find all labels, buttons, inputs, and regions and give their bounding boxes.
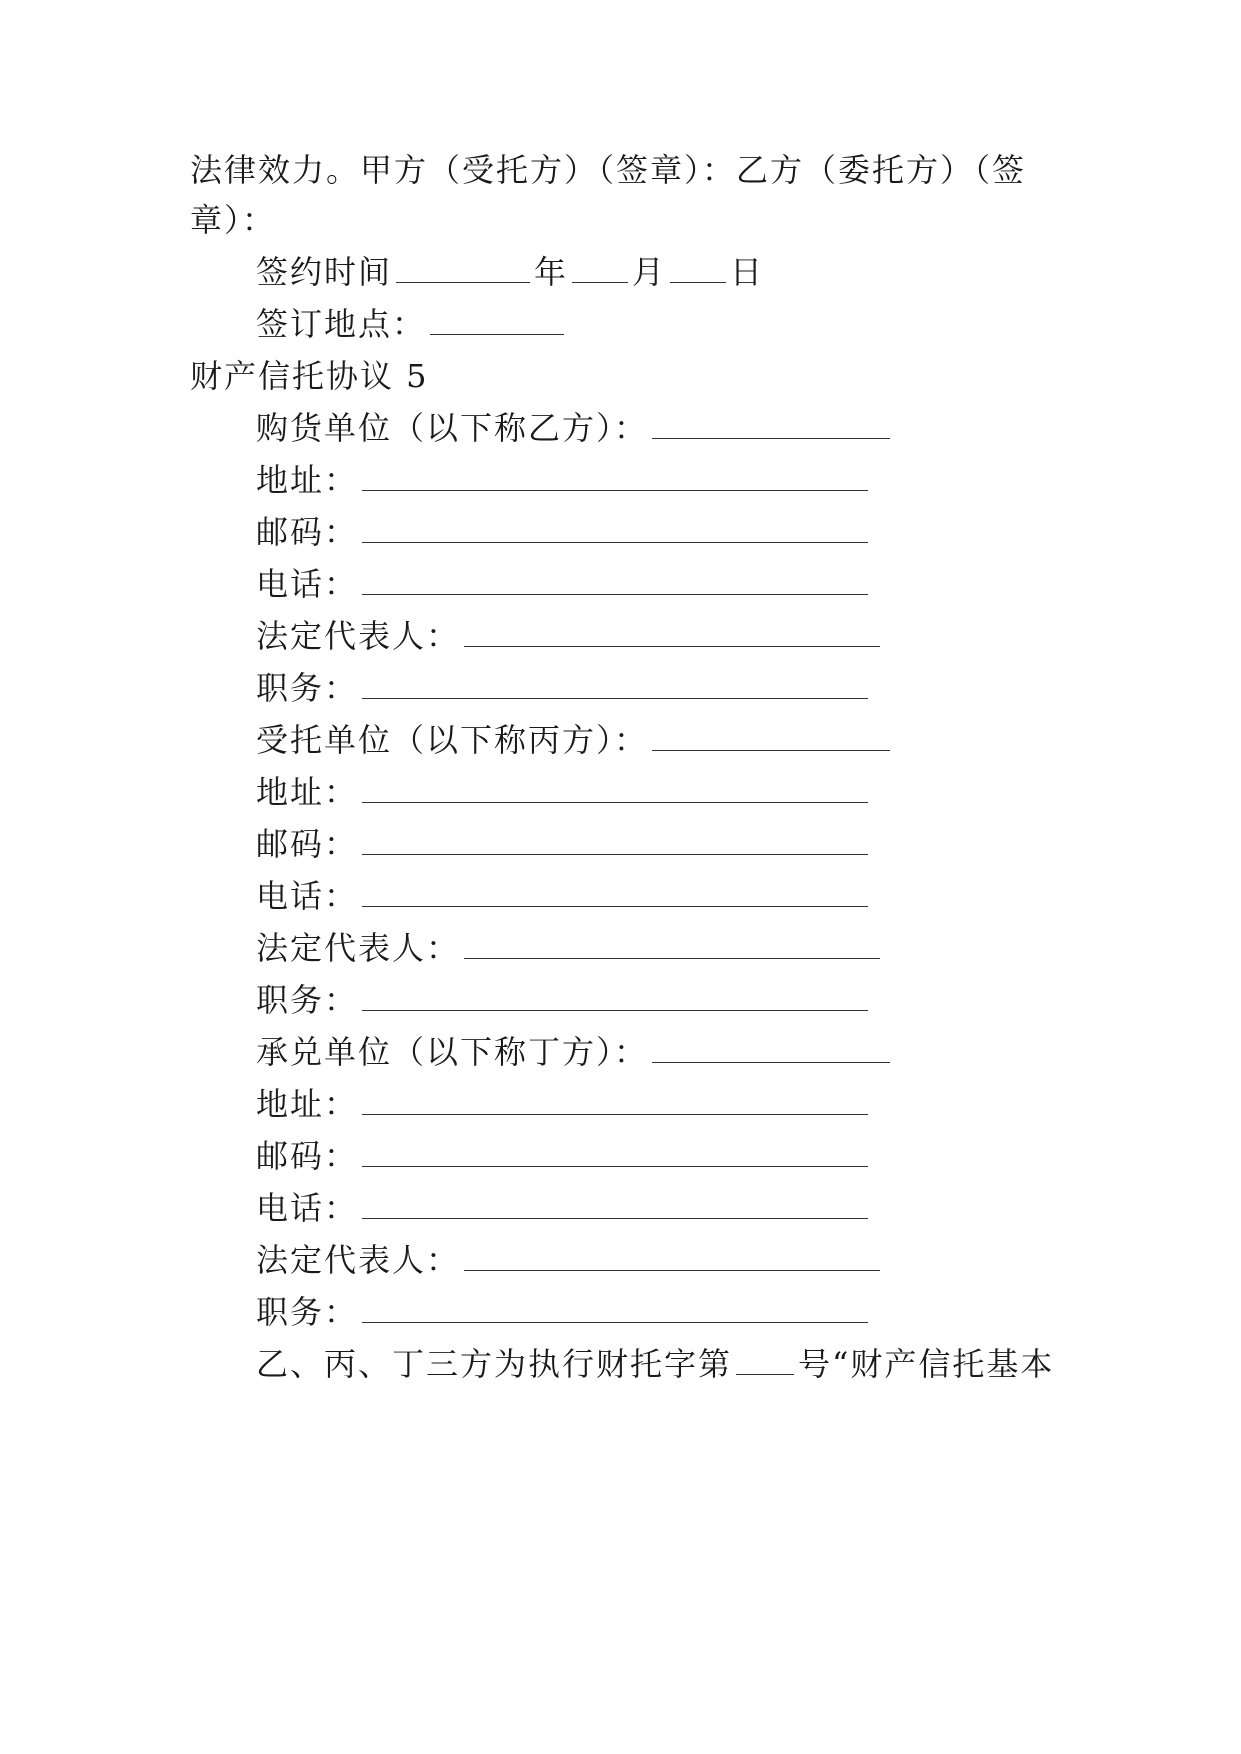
acceptor-address-row xyxy=(256,1084,872,1124)
field-label: 职务： xyxy=(256,669,359,707)
trustee-address-row xyxy=(256,772,872,812)
field-label: 电话： xyxy=(256,565,359,603)
trustee-name-blank xyxy=(652,722,890,751)
month-blank xyxy=(572,254,628,283)
buyer-heading-row xyxy=(256,408,894,448)
sign-place-row xyxy=(256,304,568,344)
sign-place-blank xyxy=(430,306,564,335)
field-label: 地址： xyxy=(256,461,359,499)
field-blank xyxy=(362,982,868,1011)
day-label: 日 xyxy=(730,253,765,291)
field-blank xyxy=(362,670,868,699)
field-blank xyxy=(362,1086,868,1115)
closing-part-1: 乙、丙、丁三方为执行财托字第 xyxy=(256,1345,733,1383)
closing-paragraph xyxy=(256,1344,1054,1384)
trustee-phone-row xyxy=(256,876,872,916)
field-blank xyxy=(362,514,868,543)
field-label: 电话： xyxy=(256,1189,359,1227)
field-blank xyxy=(362,826,868,855)
field-label: 职务： xyxy=(256,1293,359,1331)
paragraph-line-2: 章）： xyxy=(190,201,277,239)
field-label: 法定代表人： xyxy=(256,1241,461,1279)
day-blank xyxy=(670,254,726,283)
paragraph-line-1: 法律效力。甲方（受托方）（签章）：乙方（委托方）（签 xyxy=(190,151,1027,189)
acceptor-heading: 承兑单位（以下称丁方）： xyxy=(256,1033,649,1071)
trustee-heading: 受托单位（以下称丙方）： xyxy=(256,721,649,759)
field-label: 邮码： xyxy=(256,825,359,863)
field-blank xyxy=(362,1190,868,1219)
field-label: 地址： xyxy=(256,1085,359,1123)
field-label: 电话： xyxy=(256,877,359,915)
field-blank xyxy=(464,1242,880,1271)
field-blank xyxy=(362,1138,868,1167)
field-blank xyxy=(362,566,868,595)
trustee-heading-row xyxy=(256,720,894,760)
field-blank xyxy=(464,618,880,647)
sign-place-label: 签订地点： xyxy=(256,305,427,343)
buyer-postcode-row xyxy=(256,512,872,552)
sign-time-row xyxy=(256,252,764,292)
field-blank xyxy=(362,1294,868,1323)
field-blank xyxy=(362,462,868,491)
field-label: 邮码： xyxy=(256,513,359,551)
buyer-phone-row xyxy=(256,564,872,604)
trustee-postcode-row xyxy=(256,824,872,864)
field-label: 法定代表人： xyxy=(256,617,461,655)
buyer-address-row xyxy=(256,460,872,500)
section-title: 财产信托协议 5 xyxy=(190,357,429,395)
field-label: 地址： xyxy=(256,773,359,811)
acceptor-phone-row xyxy=(256,1188,872,1228)
year-blank xyxy=(396,254,530,283)
field-label: 职务： xyxy=(256,981,359,1019)
year-label: 年 xyxy=(534,253,569,291)
field-blank xyxy=(362,774,868,803)
sign-time-label: 签约时间 xyxy=(256,253,393,291)
buyer-heading: 购货单位（以下称乙方）： xyxy=(256,409,649,447)
acceptor-legal-rep-row xyxy=(256,1240,884,1280)
field-label: 法定代表人： xyxy=(256,929,461,967)
acceptor-heading-row xyxy=(256,1032,894,1072)
month-label: 月 xyxy=(632,253,667,291)
closing-part-2: 号“财产信托基本 xyxy=(798,1345,1055,1383)
field-blank xyxy=(362,878,868,907)
buyer-position-row xyxy=(256,668,872,708)
buyer-name-blank xyxy=(652,410,890,439)
trustee-legal-rep-row xyxy=(256,928,884,968)
trustee-position-row xyxy=(256,980,872,1020)
field-label: 邮码： xyxy=(256,1137,359,1175)
acceptor-postcode-row xyxy=(256,1136,872,1176)
buyer-legal-rep-row xyxy=(256,616,884,656)
acceptor-name-blank xyxy=(652,1034,890,1063)
acceptor-position-row xyxy=(256,1292,872,1332)
field-blank xyxy=(464,930,880,959)
contract-number-blank xyxy=(736,1346,794,1375)
